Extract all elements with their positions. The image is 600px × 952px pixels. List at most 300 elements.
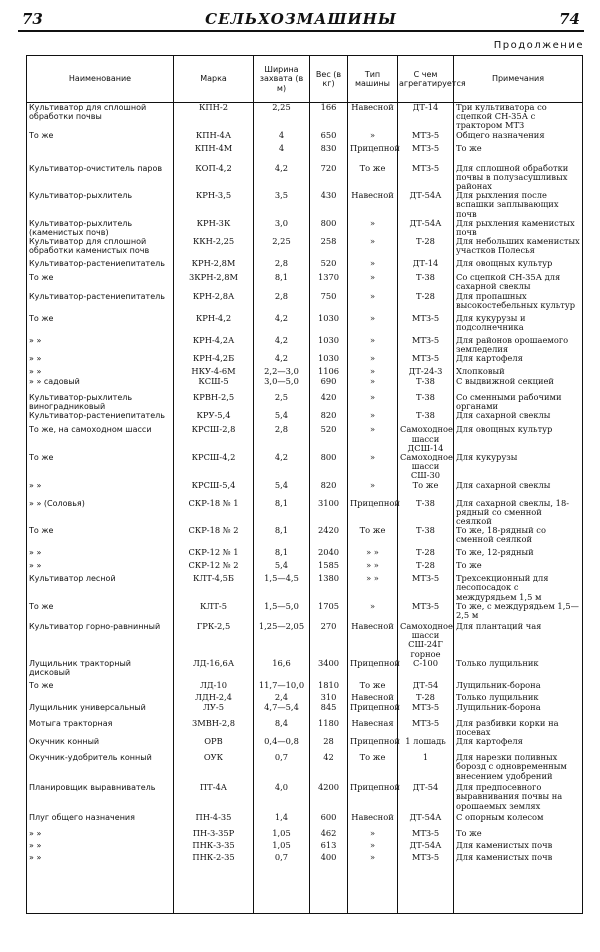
cell-name: » » садовый bbox=[27, 377, 174, 393]
cell-weight: 2040 bbox=[310, 548, 348, 561]
cell-weight: 3400 bbox=[310, 659, 348, 681]
cell-name: Лущильник универсальный bbox=[27, 703, 174, 719]
cell-brand: КЛТ-5 bbox=[174, 602, 254, 622]
cell-aggregate: Т-28 bbox=[398, 561, 454, 574]
cell-notes: Для районов орошаемого земледелия bbox=[454, 336, 583, 354]
cell-width: 8,4 bbox=[254, 719, 310, 737]
table-row bbox=[27, 292, 583, 314]
cell-width: 0,7 bbox=[254, 853, 310, 914]
cell-name bbox=[27, 144, 174, 164]
page-title: СЕЛЬХОЗМАШИНЫ bbox=[205, 10, 397, 28]
cell-width: 2,2—3,0 bbox=[254, 367, 310, 377]
table-row bbox=[27, 622, 583, 659]
cell-notes: Только лущильник bbox=[454, 693, 583, 703]
cell-notes: С опорным колесом bbox=[454, 813, 583, 829]
cell-brand: КПН-4А bbox=[174, 131, 254, 144]
cell-aggregate: Т-38 bbox=[398, 377, 454, 393]
cell-name: То же, на самоходном шасси bbox=[27, 425, 174, 453]
cell-width: 2,25 bbox=[254, 103, 310, 131]
cell-weight: 613 bbox=[310, 841, 348, 853]
cell-weight: 1810 bbox=[310, 681, 348, 693]
cell-weight: 462 bbox=[310, 829, 348, 841]
cell-weight: 650 bbox=[310, 131, 348, 144]
cell-type: » bbox=[348, 829, 398, 841]
cell-brand: ОРВ bbox=[174, 737, 254, 753]
page-number-left: 73 bbox=[22, 10, 43, 28]
cell-width: 2,25 bbox=[254, 237, 310, 259]
col-header-name: Наименование bbox=[27, 56, 174, 103]
table-row bbox=[27, 574, 583, 602]
cell-weight: 845 bbox=[310, 703, 348, 719]
cell-notes: Для нарезки поливных борозд с одновременным внесением удобрений bbox=[454, 753, 583, 783]
cell-name: Культиватор для сплошной обработки почвы bbox=[27, 103, 174, 131]
table-row bbox=[27, 377, 583, 393]
cell-weight: 2420 bbox=[310, 526, 348, 548]
cell-type: Прицепной bbox=[348, 783, 398, 813]
cell-weight: 1705 bbox=[310, 602, 348, 622]
cell-aggregate: С-100 bbox=[398, 659, 454, 681]
cell-width: 4,7—5,4 bbox=[254, 703, 310, 719]
cell-name: То же bbox=[27, 602, 174, 622]
cell-brand: ОУК bbox=[174, 753, 254, 783]
cell-name: » » bbox=[27, 354, 174, 367]
cell-width: 4,2 bbox=[254, 354, 310, 367]
cell-type: » bbox=[348, 292, 398, 314]
cell-aggregate: Т-38 bbox=[398, 273, 454, 291]
cell-width: 2,4 bbox=[254, 693, 310, 703]
cell-brand: НКУ-4-6М bbox=[174, 367, 254, 377]
cell-notes: То же, 18-рядный со сменной сеялкой bbox=[454, 526, 583, 548]
cell-type: » bbox=[348, 273, 398, 291]
cell-weight: 42 bbox=[310, 753, 348, 783]
cell-brand: ПТ-4А bbox=[174, 783, 254, 813]
cell-weight: 520 bbox=[310, 425, 348, 453]
cell-brand: 3МВН-2,8 bbox=[174, 719, 254, 737]
table-row bbox=[27, 783, 583, 813]
table-row bbox=[27, 273, 583, 291]
cell-weight: 4200 bbox=[310, 783, 348, 813]
cell-aggregate: Самоходное шасси СШ-24Г горное bbox=[398, 622, 454, 659]
cell-name: Культиватор-растениепитатель bbox=[27, 292, 174, 314]
cell-notes: С выдвижной секцией bbox=[454, 377, 583, 393]
cell-notes: Со сцепкой СН-35А для сахарной свеклы bbox=[454, 273, 583, 291]
cell-brand: ЛД-10 bbox=[174, 681, 254, 693]
cell-name: Культиватор лесной bbox=[27, 574, 174, 602]
cell-type: То же bbox=[348, 753, 398, 783]
cell-brand: КОП-4,2 bbox=[174, 164, 254, 192]
cell-type: » bbox=[348, 131, 398, 144]
cell-aggregate: ДТ-14 bbox=[398, 259, 454, 273]
cell-aggregate: МТЗ-5 bbox=[398, 853, 454, 914]
cell-type: Навесной bbox=[348, 813, 398, 829]
cell-brand: КСШ-5 bbox=[174, 377, 254, 393]
cell-aggregate: МТЗ-5 bbox=[398, 829, 454, 841]
table-row bbox=[27, 453, 583, 481]
cell-type: » bbox=[348, 853, 398, 914]
col-header-notes: Примечания bbox=[454, 56, 583, 103]
table-row bbox=[27, 237, 583, 259]
cell-weight: 258 bbox=[310, 237, 348, 259]
cell-width: 0,7 bbox=[254, 753, 310, 783]
table-row bbox=[27, 548, 583, 561]
cell-weight: 830 bbox=[310, 144, 348, 164]
cell-weight: 750 bbox=[310, 292, 348, 314]
cell-brand: ПНК-3-35 bbox=[174, 841, 254, 853]
cell-type: » bbox=[348, 602, 398, 622]
table-row bbox=[27, 393, 583, 411]
cell-weight: 820 bbox=[310, 481, 348, 499]
cell-notes: Для сахарной свеклы bbox=[454, 411, 583, 425]
cell-width: 4,0 bbox=[254, 783, 310, 813]
cell-brand: СКР-18 № 1 bbox=[174, 499, 254, 527]
cell-brand: КРСШ-4,2 bbox=[174, 453, 254, 481]
table-row bbox=[27, 191, 583, 219]
cell-type: » bbox=[348, 354, 398, 367]
table-row bbox=[27, 219, 583, 237]
cell-width: 4,2 bbox=[254, 164, 310, 192]
table-row bbox=[27, 737, 583, 753]
cell-name: То же bbox=[27, 526, 174, 548]
cell-aggregate: Т-38 bbox=[398, 499, 454, 527]
cell-aggregate: Т-38 bbox=[398, 526, 454, 548]
cell-aggregate: ДТ-54А bbox=[398, 813, 454, 829]
cell-aggregate: 1 bbox=[398, 753, 454, 783]
cell-notes: Для рыхления каменистых почв bbox=[454, 219, 583, 237]
cell-width: 3,0—5,0 bbox=[254, 377, 310, 393]
cell-aggregate: ДТ-54 bbox=[398, 681, 454, 693]
table-row bbox=[27, 681, 583, 693]
cell-width: 8,1 bbox=[254, 499, 310, 527]
table-row bbox=[27, 144, 583, 164]
cell-name: » » bbox=[27, 561, 174, 574]
cell-brand: КПН-4М bbox=[174, 144, 254, 164]
table-row bbox=[27, 659, 583, 681]
cell-weight: 1030 bbox=[310, 336, 348, 354]
cell-name: То же bbox=[27, 453, 174, 481]
cell-type: » bbox=[348, 336, 398, 354]
cell-type: » bbox=[348, 393, 398, 411]
cell-width: 5,4 bbox=[254, 481, 310, 499]
cell-type: Навесная bbox=[348, 719, 398, 737]
cell-type: Навесной bbox=[348, 622, 398, 659]
cell-type: То же bbox=[348, 681, 398, 693]
cell-notes: Только лущильник bbox=[454, 659, 583, 681]
cell-type: Навесной bbox=[348, 191, 398, 219]
cell-brand: ПНК-2-35 bbox=[174, 853, 254, 914]
table-row bbox=[27, 481, 583, 499]
cell-name: Планировщик выравниватель bbox=[27, 783, 174, 813]
cell-type: » bbox=[348, 259, 398, 273]
cell-aggregate: МТЗ-5 bbox=[398, 574, 454, 602]
table-row bbox=[27, 103, 583, 131]
cell-brand: КРВН-2,5 bbox=[174, 393, 254, 411]
cell-aggregate: Т-38 bbox=[398, 411, 454, 425]
cell-width: 1,5—5,0 bbox=[254, 602, 310, 622]
cell-type: » » bbox=[348, 548, 398, 561]
cell-name: » » bbox=[27, 548, 174, 561]
table-row bbox=[27, 411, 583, 425]
cell-aggregate: ДТ-54 bbox=[398, 783, 454, 813]
cell-weight: 420 bbox=[310, 393, 348, 411]
cell-notes: Для каменистых почв bbox=[454, 853, 583, 914]
cell-notes: Для рыхления после вспашки заплывающих почв bbox=[454, 191, 583, 219]
cell-width: 2,5 bbox=[254, 393, 310, 411]
table-row bbox=[27, 753, 583, 783]
cell-notes: То же bbox=[454, 829, 583, 841]
cell-weight: 1030 bbox=[310, 354, 348, 367]
cell-type: » bbox=[348, 453, 398, 481]
table-row bbox=[27, 526, 583, 548]
table-row bbox=[27, 853, 583, 914]
cell-notes: Для картофеля bbox=[454, 354, 583, 367]
cell-weight: 820 bbox=[310, 411, 348, 425]
cell-width: 1,5—4,5 bbox=[254, 574, 310, 602]
cell-width: 11,7—10,0 bbox=[254, 681, 310, 693]
cell-brand: СКР-18 № 2 bbox=[174, 526, 254, 548]
cell-weight: 800 bbox=[310, 453, 348, 481]
cell-notes: Для каменистых почв bbox=[454, 841, 583, 853]
cell-width: 2,8 bbox=[254, 425, 310, 453]
cell-width: 4 bbox=[254, 131, 310, 144]
table-header-row bbox=[27, 56, 583, 103]
cell-aggregate: То же bbox=[398, 481, 454, 499]
cell-notes: То же, 12-рядный bbox=[454, 548, 583, 561]
cell-weight: 520 bbox=[310, 259, 348, 273]
cell-notes: То же bbox=[454, 561, 583, 574]
cell-aggregate: Самоходное шасси ДСШ-14 bbox=[398, 425, 454, 453]
cell-weight: 1106 bbox=[310, 367, 348, 377]
cell-aggregate: ДТ-24-3 bbox=[398, 367, 454, 377]
cell-name: Лущильник тракторный дисковый bbox=[27, 659, 174, 681]
cell-brand: ККН-2,25 bbox=[174, 237, 254, 259]
cell-aggregate: МТЗ-5 bbox=[398, 354, 454, 367]
cell-name: Культиватор для сплошной обработки каменистых почв bbox=[27, 237, 174, 259]
cell-type: Прицепной bbox=[348, 737, 398, 753]
cell-notes: Для картофеля bbox=[454, 737, 583, 753]
cell-aggregate: Т-28 bbox=[398, 548, 454, 561]
cell-notes: Для пропашных высокостебельных культур bbox=[454, 292, 583, 314]
cell-weight: 400 bbox=[310, 853, 348, 914]
cell-type: Прицепной bbox=[348, 659, 398, 681]
cell-width: 1,25—2,05 bbox=[254, 622, 310, 659]
cell-notes: Для кукурузы и подсолнечника bbox=[454, 314, 583, 336]
cell-brand: СКР-12 № 2 bbox=[174, 561, 254, 574]
cell-notes: Общего назначения bbox=[454, 131, 583, 144]
cell-aggregate: ДТ-54А bbox=[398, 191, 454, 219]
table-row bbox=[27, 719, 583, 737]
cell-notes: Для сахарной свеклы bbox=[454, 481, 583, 499]
cell-type: Навесной bbox=[348, 693, 398, 703]
page-header bbox=[18, 10, 584, 32]
cell-name bbox=[27, 693, 174, 703]
cell-notes: Хлопковый bbox=[454, 367, 583, 377]
cell-type: Прицепной bbox=[348, 144, 398, 164]
cell-brand: КРН-4,2Б bbox=[174, 354, 254, 367]
cell-brand: ПН-4-35 bbox=[174, 813, 254, 829]
cell-brand: КРН-3К bbox=[174, 219, 254, 237]
cell-weight: 1370 bbox=[310, 273, 348, 291]
table-row bbox=[27, 336, 583, 354]
cell-aggregate: Т-28 bbox=[398, 693, 454, 703]
continuation-label: Продолжение bbox=[493, 40, 584, 51]
table-row bbox=[27, 602, 583, 622]
cell-width: 4,2 bbox=[254, 453, 310, 481]
table-row bbox=[27, 314, 583, 336]
cell-name: Культиватор-рыхлитель bbox=[27, 191, 174, 219]
cell-type: Навесной bbox=[348, 103, 398, 131]
cell-width: 8,1 bbox=[254, 548, 310, 561]
cell-brand: КРН-4,2 bbox=[174, 314, 254, 336]
cell-name: Культиватор-растениепитатель bbox=[27, 411, 174, 425]
cell-name: Культиватор-рыхлитель виноградниковый bbox=[27, 393, 174, 411]
cell-weight: 3100 bbox=[310, 499, 348, 527]
col-header-brand: Марка bbox=[174, 56, 254, 103]
cell-brand: ЛДН-2,4 bbox=[174, 693, 254, 703]
cell-name: То же bbox=[27, 273, 174, 291]
cell-brand: ЛУ-5 bbox=[174, 703, 254, 719]
cell-width: 2,8 bbox=[254, 259, 310, 273]
cell-width: 2,8 bbox=[254, 292, 310, 314]
cell-weight: 430 bbox=[310, 191, 348, 219]
cell-aggregate: МТЗ-5 bbox=[398, 719, 454, 737]
cell-width: 8,1 bbox=[254, 526, 310, 548]
cell-name: Мотыга тракторная bbox=[27, 719, 174, 737]
page-number-right: 74 bbox=[559, 10, 580, 28]
cell-width: 3,0 bbox=[254, 219, 310, 237]
cell-width: 3,5 bbox=[254, 191, 310, 219]
cell-name: Окучник-удобритель конный bbox=[27, 753, 174, 783]
cell-brand: КРН-4,2А bbox=[174, 336, 254, 354]
cell-aggregate: ДТ-14 bbox=[398, 103, 454, 131]
cell-type: Прицепной bbox=[348, 499, 398, 527]
machinery-table bbox=[26, 55, 583, 914]
col-header-width: Ширина захвата (в м) bbox=[254, 56, 310, 103]
cell-notes: Для разбивки корки на посевах bbox=[454, 719, 583, 737]
cell-weight: 1180 bbox=[310, 719, 348, 737]
cell-name: Окучник конный bbox=[27, 737, 174, 753]
cell-aggregate: 1 лошадь bbox=[398, 737, 454, 753]
cell-weight: 28 bbox=[310, 737, 348, 753]
table-row bbox=[27, 259, 583, 273]
cell-weight: 1380 bbox=[310, 574, 348, 602]
cell-width: 5,4 bbox=[254, 411, 310, 425]
cell-width: 8,1 bbox=[254, 273, 310, 291]
header-rule bbox=[18, 30, 584, 32]
cell-weight: 800 bbox=[310, 219, 348, 237]
table-row bbox=[27, 425, 583, 453]
cell-brand: КРН-3,5 bbox=[174, 191, 254, 219]
table-row bbox=[27, 164, 583, 192]
cell-width: 4,2 bbox=[254, 314, 310, 336]
cell-aggregate: Т-28 bbox=[398, 237, 454, 259]
cell-notes: Для овощных культур bbox=[454, 425, 583, 453]
cell-width: 5,4 bbox=[254, 561, 310, 574]
cell-name: То же bbox=[27, 131, 174, 144]
cell-notes: То же bbox=[454, 144, 583, 164]
cell-weight: 720 bbox=[310, 164, 348, 192]
cell-type: » » bbox=[348, 561, 398, 574]
cell-aggregate: МТЗ-5 bbox=[398, 164, 454, 192]
cell-notes: Лущильник-борона bbox=[454, 703, 583, 719]
cell-width: 4,2 bbox=[254, 336, 310, 354]
cell-aggregate: ДТ-54А bbox=[398, 841, 454, 853]
cell-name: » » bbox=[27, 829, 174, 841]
table-row bbox=[27, 499, 583, 527]
cell-type: Прицепной bbox=[348, 703, 398, 719]
cell-name: Культиватор горно-равнинный bbox=[27, 622, 174, 659]
cell-type: То же bbox=[348, 526, 398, 548]
cell-brand: ПН-3-35Р bbox=[174, 829, 254, 841]
cell-weight: 690 bbox=[310, 377, 348, 393]
cell-weight: 600 bbox=[310, 813, 348, 829]
cell-name: То же bbox=[27, 681, 174, 693]
cell-notes: Лущильник-борона bbox=[454, 681, 583, 693]
cell-notes: Для сахарной свеклы, 18-рядный со сменной сеялкой bbox=[454, 499, 583, 527]
cell-name: » » bbox=[27, 481, 174, 499]
cell-type: » bbox=[348, 425, 398, 453]
cell-aggregate: МТЗ-5 bbox=[398, 314, 454, 336]
cell-width: 0,4—0,8 bbox=[254, 737, 310, 753]
cell-brand: ГРК-2,5 bbox=[174, 622, 254, 659]
cell-aggregate: Т-28 bbox=[398, 292, 454, 314]
cell-brand: КРСШ-5,4 bbox=[174, 481, 254, 499]
cell-notes: Со сменными рабочими органами bbox=[454, 393, 583, 411]
cell-name: Культиватор-растениепитатель bbox=[27, 259, 174, 273]
cell-aggregate: МТЗ-5 bbox=[398, 131, 454, 144]
cell-weight: 310 bbox=[310, 693, 348, 703]
cell-weight: 1585 bbox=[310, 561, 348, 574]
cell-notes: Трехсекционный для лесопосадок с междурядьем 1,5 м bbox=[454, 574, 583, 602]
cell-aggregate: ДТ-54А bbox=[398, 219, 454, 237]
cell-brand: КПН-2 bbox=[174, 103, 254, 131]
cell-type: » bbox=[348, 841, 398, 853]
cell-weight: 270 bbox=[310, 622, 348, 659]
cell-name: Плуг общего назначения bbox=[27, 813, 174, 829]
cell-type: То же bbox=[348, 164, 398, 192]
cell-aggregate: МТЗ-5 bbox=[398, 703, 454, 719]
cell-name: » » bbox=[27, 841, 174, 853]
cell-aggregate: Т-38 bbox=[398, 393, 454, 411]
cell-type: » bbox=[348, 481, 398, 499]
cell-aggregate: Самоходное шасси СШ-30 bbox=[398, 453, 454, 481]
cell-width: 4 bbox=[254, 144, 310, 164]
cell-width: 16,6 bbox=[254, 659, 310, 681]
col-header-aggregate: С чем агрегатируется bbox=[398, 56, 454, 103]
cell-brand: КРН-2,8А bbox=[174, 292, 254, 314]
cell-type: » bbox=[348, 219, 398, 237]
table-row bbox=[27, 813, 583, 829]
cell-brand: СКР-12 № 1 bbox=[174, 548, 254, 561]
cell-brand: 3КРН-2,8М bbox=[174, 273, 254, 291]
cell-weight: 1030 bbox=[310, 314, 348, 336]
cell-notes: Для плантаций чая bbox=[454, 622, 583, 659]
cell-name: Культиватор-рыхлитель (каменистых почв) bbox=[27, 219, 174, 237]
cell-width: 1,05 bbox=[254, 829, 310, 841]
cell-name: » » bbox=[27, 367, 174, 377]
cell-type: » bbox=[348, 237, 398, 259]
cell-brand: КРСШ-2,8 bbox=[174, 425, 254, 453]
cell-aggregate: МТЗ-5 bbox=[398, 144, 454, 164]
cell-width: 1,05 bbox=[254, 841, 310, 853]
cell-type: » bbox=[348, 411, 398, 425]
table-row bbox=[27, 703, 583, 719]
cell-aggregate: МТЗ-5 bbox=[398, 336, 454, 354]
cell-type: » » bbox=[348, 574, 398, 602]
cell-weight: 166 bbox=[310, 103, 348, 131]
cell-type: » bbox=[348, 314, 398, 336]
cell-notes: Для предпосевного выравнивания почвы на орошаемых землях bbox=[454, 783, 583, 813]
col-header-weight: Вес (в кг) bbox=[310, 56, 348, 103]
